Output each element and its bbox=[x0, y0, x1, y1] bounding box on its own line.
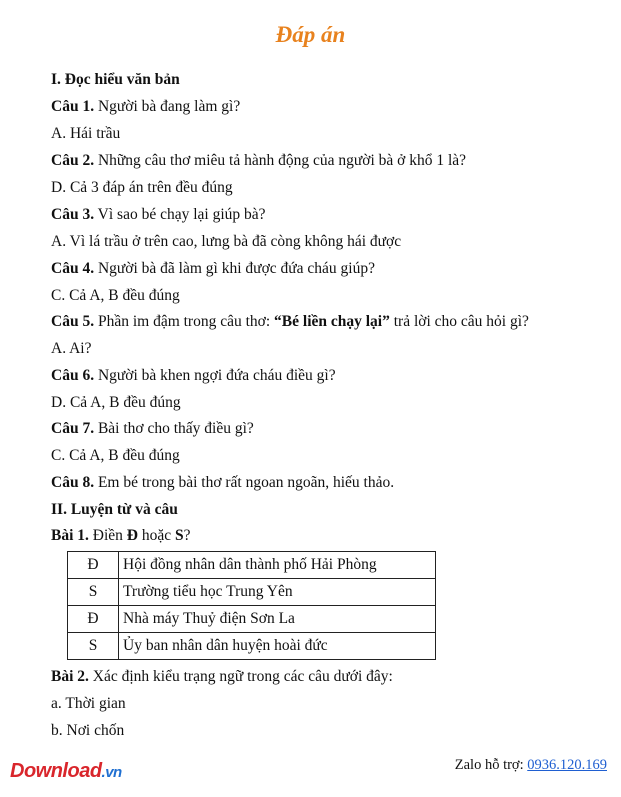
support-contact bbox=[455, 757, 607, 774]
support-phone-link[interactable]: 0936.120.169 bbox=[527, 757, 607, 773]
table-cell-key: Đ bbox=[68, 552, 119, 579]
exercise-label: Bài 2. bbox=[51, 668, 89, 685]
download-logo[interactable] bbox=[10, 760, 122, 783]
table-row bbox=[68, 552, 436, 579]
answer-1: A. Hái trầu bbox=[51, 125, 121, 142]
question-8 bbox=[51, 474, 394, 492]
table-cell-key: S bbox=[68, 633, 119, 660]
table-cell-key: S bbox=[68, 579, 119, 606]
question-text: Bài thơ cho thấy điều gì? bbox=[94, 420, 254, 437]
bold-quote: “Bé liền chạy lại” bbox=[274, 313, 390, 330]
question-5 bbox=[51, 313, 529, 331]
question-text: Người bà đang làm gì? bbox=[94, 98, 241, 115]
question-text: Người bà khen ngợi đứa cháu điều gì? bbox=[94, 367, 336, 384]
question-text-end: trả lời cho câu hỏi gì? bbox=[389, 313, 529, 330]
logo-suffix: .vn bbox=[101, 764, 122, 781]
answer-6: D. Cả A, B đều đúng bbox=[51, 394, 181, 411]
exercise-1 bbox=[51, 527, 191, 545]
question-4 bbox=[51, 260, 375, 278]
question-1 bbox=[51, 98, 240, 116]
question-text: Em bé trong bài thơ rất ngoan ngoãn, hiếu thảo. bbox=[94, 474, 395, 491]
question-2 bbox=[51, 152, 466, 170]
question-label: Câu 7. bbox=[51, 420, 95, 437]
option-s: S bbox=[175, 527, 184, 544]
table-row bbox=[68, 579, 436, 606]
exercise-label: Bài 1. bbox=[51, 527, 89, 544]
question-text: Người bà đã làm gì khi được đứa cháu giúp? bbox=[94, 260, 375, 277]
table-cell-key: Đ bbox=[68, 606, 119, 633]
exercise-text-mid: hoặc bbox=[138, 527, 176, 544]
question-label: Câu 6. bbox=[51, 367, 95, 384]
section-1-heading: I. Đọc hiểu văn bản bbox=[51, 71, 180, 88]
exercise-text: Điền bbox=[88, 527, 127, 544]
answer-7: C. Cả A, B đều đúng bbox=[51, 447, 180, 464]
table-cell-text: Nhà máy Thuỷ điện Sơn La bbox=[119, 606, 436, 633]
option-d: Đ bbox=[126, 527, 138, 544]
exercise-text-end: ? bbox=[183, 527, 191, 544]
exercise-2-item-b: b. Nơi chốn bbox=[51, 722, 125, 739]
question-label: Câu 2. bbox=[51, 152, 95, 169]
question-text: Phần im đậm trong câu thơ: bbox=[94, 313, 275, 330]
table-cell-text: Ủy ban nhân dân huyện hoài đức bbox=[119, 633, 436, 660]
question-label: Câu 5. bbox=[51, 313, 95, 330]
question-label: Câu 8. bbox=[51, 474, 95, 491]
question-7 bbox=[51, 420, 254, 438]
question-label: Câu 3. bbox=[51, 206, 95, 223]
answer-2: D. Cả 3 đáp án trên đều đúng bbox=[51, 179, 233, 196]
support-label: Zalo hỗ trợ: bbox=[454, 757, 528, 773]
answer-5: A. Ai? bbox=[51, 340, 92, 357]
question-text: Những câu thơ miêu tả hành động của người bà ở khổ 1 là? bbox=[94, 152, 467, 169]
table-row bbox=[68, 606, 436, 633]
section-2-heading: II. Luyện từ và câu bbox=[51, 501, 178, 518]
question-text: Vì sao bé chạy lại giúp bà? bbox=[94, 206, 266, 223]
question-label: Câu 4. bbox=[51, 260, 95, 277]
answer-4: C. Cả A, B đều đúng bbox=[51, 287, 180, 304]
exercise-2-item-a: a. Thời gian bbox=[51, 695, 126, 712]
true-false-table bbox=[67, 551, 436, 660]
page-title: Đáp án bbox=[275, 22, 346, 47]
table-cell-text: Trường tiểu học Trung Yên bbox=[119, 579, 436, 606]
question-label: Câu 1. bbox=[51, 98, 95, 115]
table-row bbox=[68, 633, 436, 660]
question-6 bbox=[51, 367, 336, 385]
question-3 bbox=[51, 206, 266, 224]
table-cell-text: Hội đồng nhân dân thành phố Hải Phòng bbox=[119, 552, 436, 579]
exercise-2 bbox=[51, 668, 393, 686]
answer-3: A. Vì lá trầu ở trên cao, lưng bà đã còng không hái được bbox=[51, 233, 402, 250]
logo-main: Download bbox=[10, 760, 102, 782]
exercise-text: Xác định kiểu trạng ngữ trong các câu dưới đây: bbox=[88, 668, 393, 685]
